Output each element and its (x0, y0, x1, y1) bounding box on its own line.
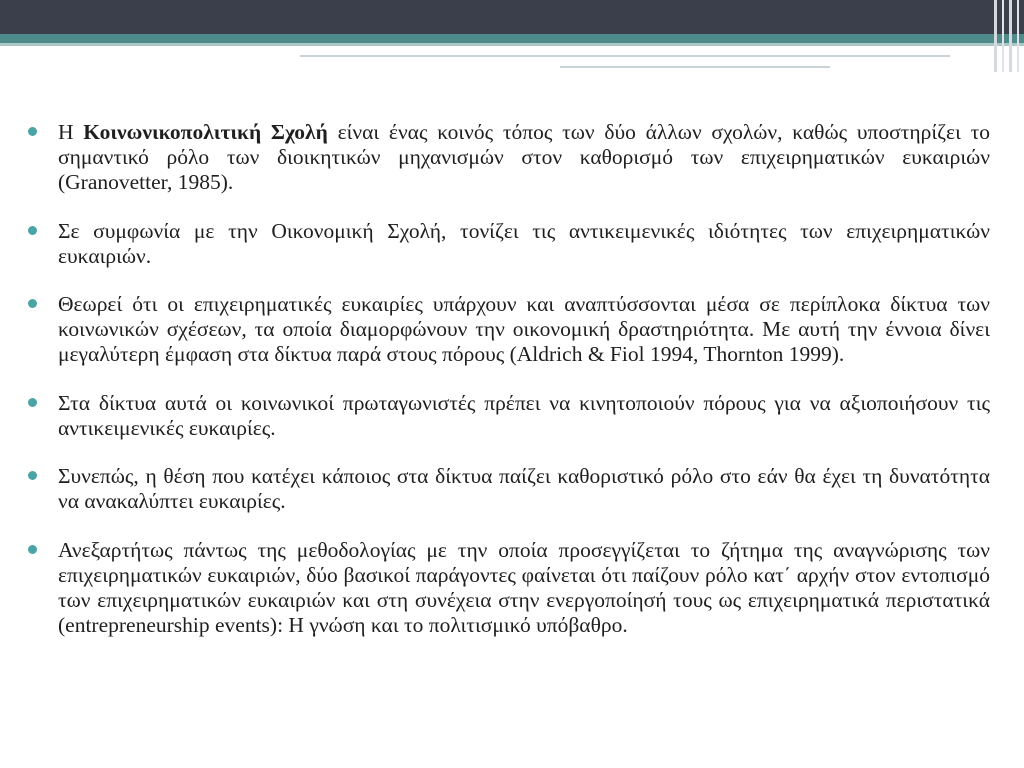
bullet-item (28, 391, 990, 441)
slide-content (28, 120, 990, 661)
bullet-text-prefix: Η (58, 120, 84, 144)
bullet-dot-icon (28, 398, 37, 407)
bullet-item (28, 219, 990, 269)
header-teal-band (0, 34, 1024, 43)
bullet-item (28, 464, 990, 514)
bullet-item (28, 292, 990, 367)
header-decor-line (300, 55, 950, 57)
vertical-bar (1009, 0, 1012, 72)
vertical-bar (1017, 0, 1019, 72)
bullet-list (28, 120, 990, 638)
bullet-text: Σε συμφωνία με την Οικονομική Σχολή, τονίζει τις αντικειμενικές ιδιότητες των επιχειρηματικών ευκαιριών. (58, 218, 990, 268)
header-decor-line (560, 66, 830, 68)
bullet-text: Θεωρεί ότι οι επιχειρηματικές ευκαιρίες υπάρχουν και αναπτύσσονται μέσα σε περίπλοκα δίκτυα των κοινωνικών σχέσεων, τα οποία διαμορφώνουν την οικονομική δραστηριότητα. Με αυτή την έννοια δίνει μεγαλύτερη έμφαση στα δίκτυα παρά στους πόρους (Aldrich & Fiol 1994, Thornton 1999). (58, 292, 990, 366)
vertical-bar (994, 0, 997, 72)
header-teal-thin-band (0, 43, 1024, 46)
bullet-item (28, 120, 990, 195)
bullet-dot-icon (28, 226, 37, 235)
bullet-text: Ανεξαρτήτως πάντως της μεθοδολογίας με την οποία προσεγγίζεται το ζήτημα της αναγνώρισης των επιχειρηματικών ευκαιριών, δύο βασικοί παράγοντες φαίνεται ότι παίζουν ρόλο κατ΄ αρχήν στον εντοπισμό των επιχειρηματικών ευκαιριών και στη συνέχεια στην ενεργοποίησή τους ως επιχειρηματικά περιστατικά (entrepreneurship events): Η γνώση και το πολιτισμικό υπόβαθρο. (58, 537, 990, 637)
header-vertical-bars (990, 0, 1024, 72)
bullet-bold-term: Κοινωνικοπολιτική Σχολή (83, 120, 328, 144)
header-dark-band (0, 0, 1024, 34)
bullet-dot-icon (28, 127, 37, 136)
bullet-dot-icon (28, 545, 37, 554)
bullet-text: είναι ένας κοινός τόπος των δύο άλλων σχολών, καθώς υποστηρίζει το σημαντικό ρόλο των διοικητικών μηχανισμών στον καθορισμό των επιχειρηματικών ευκαιριών (Granovetter, 1985). (58, 120, 991, 194)
bullet-text: Συνεπώς, η θέση που κατέχει κάποιος στα δίκτυα παίζει καθοριστικό ρόλο στο εάν θα έχει τη δυνατότητα να ανακαλύπτει ευκαιρίες. (58, 464, 990, 513)
bullet-dot-icon (28, 299, 37, 308)
vertical-bar (1002, 0, 1004, 72)
bullet-dot-icon (28, 471, 37, 480)
bullet-item (28, 538, 990, 638)
bullet-text: Στα δίκτυα αυτά οι κοινωνικοί πρωταγωνιστές πρέπει να κινητοποιούν πόρους για να αξιοποιήσουν τις αντικειμενικές ευκαιρίες. (58, 390, 990, 440)
